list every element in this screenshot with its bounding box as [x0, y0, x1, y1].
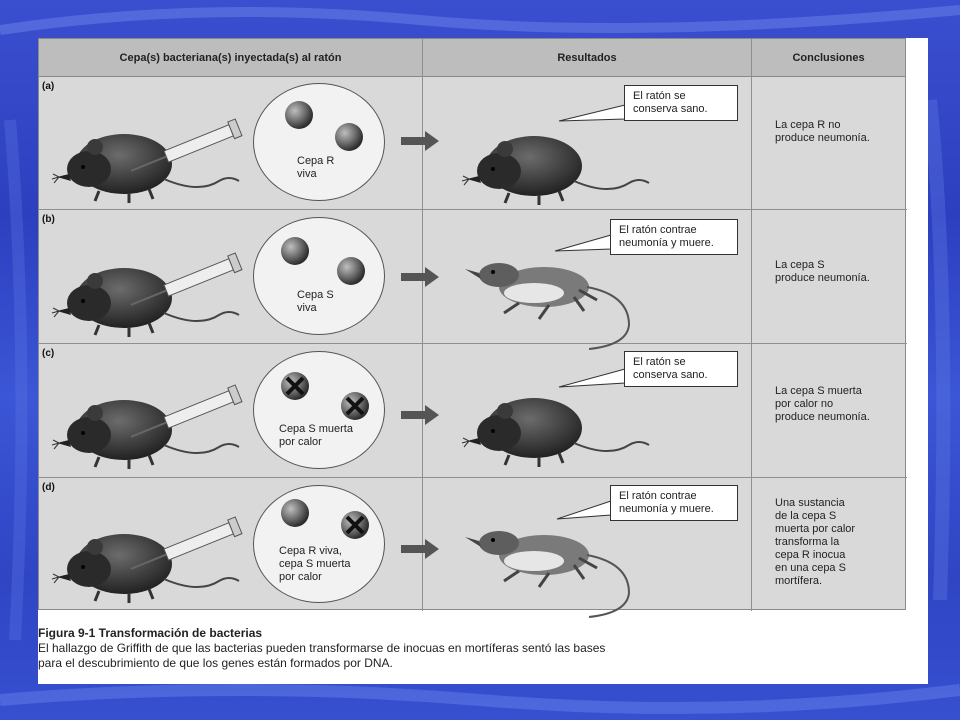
mouse-injected-icon: [52, 534, 239, 603]
conclusion-line: La cepa S: [775, 259, 825, 271]
dead-bacterium-icon: [281, 372, 309, 400]
figure-page: [38, 38, 928, 684]
result-bubble-b: [610, 219, 738, 255]
result-bubble-c: [624, 351, 738, 387]
bubble-line: El ratón contrae: [619, 224, 697, 236]
conclusion-line: muerta por calor: [775, 523, 856, 535]
arrow-icon: [401, 267, 439, 287]
dish-label-line: viva: [297, 302, 317, 314]
conclusion-line: La cepa S muerta: [775, 385, 862, 397]
arrow-icon: [401, 539, 439, 559]
caption-title: Figura 9-1 Transformación de bacterias: [38, 626, 263, 640]
conclusion-line: produce neumonía.: [775, 411, 870, 423]
dish-label-line: Cepa S: [297, 289, 334, 301]
speech-tail: [559, 369, 625, 387]
conclusion-line: en una cepa S: [775, 562, 846, 574]
caption-text-line: para el descubrimiento de que los genes están formados por DNA.: [38, 656, 393, 670]
header-results-label: Resultados: [557, 51, 617, 64]
arrow-icon: [401, 131, 439, 151]
conclusion-line: transforma la: [775, 536, 840, 548]
speech-tail: [559, 105, 625, 121]
conclusion-c: [775, 385, 895, 424]
header-injected-strains-label: Cepa(s) bacteriana(s) inyectada(s) al ratón: [119, 51, 342, 64]
result-bubble-a: [624, 85, 738, 121]
bubble-line: El ratón se: [633, 90, 686, 102]
row-label-d: (d): [42, 482, 55, 493]
result-bubble-d: [610, 485, 738, 521]
healthy-mouse-icon: [462, 398, 649, 467]
dead-mouse-icon: [465, 531, 629, 617]
dead-mouse-icon: [465, 263, 629, 349]
figure-caption: [38, 626, 918, 671]
conclusion-line: de la cepa S: [775, 510, 837, 522]
conclusion-d: [775, 497, 895, 588]
speech-tail: [555, 235, 611, 251]
live-bacterium-icon: [281, 499, 309, 527]
live-bacterium-icon: [281, 237, 309, 265]
bubble-line: neumonía y muere.: [619, 237, 714, 249]
bubble-line: El ratón contrae: [619, 490, 697, 502]
live-bacterium-icon: [335, 123, 363, 151]
row-label-a: (a): [42, 81, 55, 92]
dish-label-line: por calor: [279, 436, 322, 448]
conclusion-line: Una sustancia: [775, 497, 845, 509]
dish-label-line: Cepa S muerta: [279, 423, 353, 435]
conclusion-line: produce neumonía.: [775, 132, 870, 144]
arrow-icon: [401, 405, 439, 425]
speech-tail: [557, 501, 611, 519]
bubble-line: neumonía y muere.: [619, 503, 714, 515]
conclusion-line: por calor no: [775, 398, 834, 410]
conclusion-line: produce neumonía.: [775, 272, 870, 284]
dish-label-line: Cepa R viva,: [279, 545, 342, 557]
dish-label-line: Cepa R: [297, 155, 335, 167]
live-bacterium-icon: [337, 257, 365, 285]
row-label-b: (b): [42, 214, 55, 225]
conclusion-line: La cepa R no: [775, 119, 841, 131]
conclusion-line: cepa R inocua: [775, 549, 846, 561]
caption-text-line: El hallazgo de Griffith de que las bacterias pueden transformarse de inocuas en mortíferas sentó las bases: [38, 641, 606, 655]
conclusion-line: mortífera.: [775, 575, 823, 587]
conclusion-b: [775, 259, 895, 285]
bubble-line: conserva sano.: [633, 103, 708, 115]
live-bacterium-icon: [285, 101, 313, 129]
dish-label-line: cepa S muerta: [279, 558, 351, 570]
dead-bacterium-icon: [341, 392, 369, 420]
bubble-line: El ratón se: [633, 356, 686, 368]
row-label-c: (c): [42, 348, 55, 359]
healthy-mouse-icon: [462, 136, 649, 205]
experiment-table: [38, 38, 906, 610]
header-conclusions-label: Conclusiones: [792, 51, 865, 64]
dish-label-line: viva: [297, 168, 317, 180]
bubble-line: conserva sano.: [633, 369, 708, 381]
dish-label-line: por calor: [279, 571, 322, 583]
dead-bacterium-icon: [341, 511, 369, 539]
conclusion-a: [775, 119, 895, 145]
